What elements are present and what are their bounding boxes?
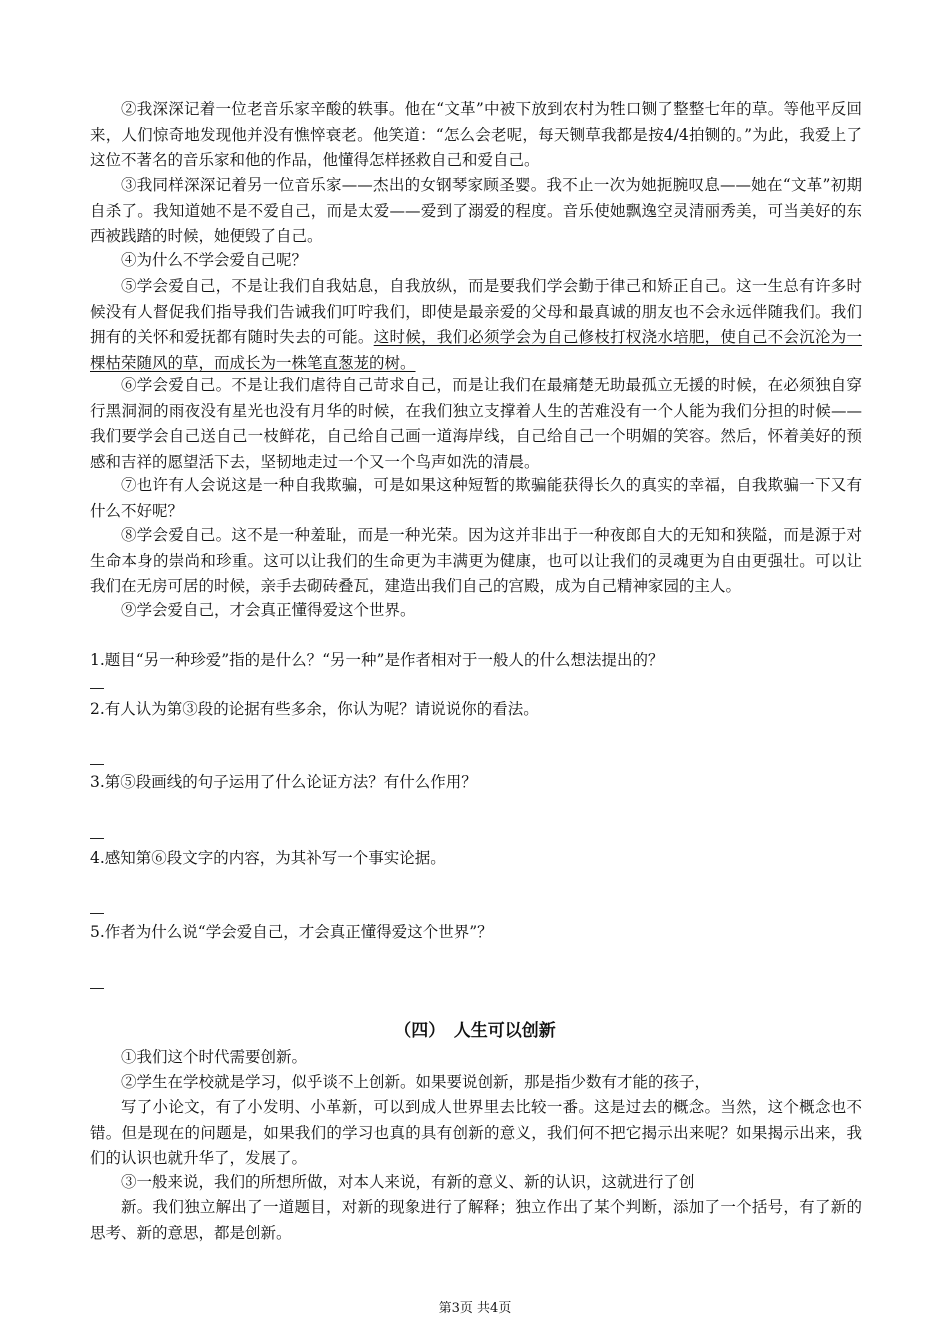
paragraph-9: ⑨学会爱自己，才会真正懂得爱这个世界。 xyxy=(121,601,416,619)
question-5: 5.作者为什么说“学会爱自己，才会真正懂得爱这个世界”？ xyxy=(90,923,493,941)
answer-blank-3[interactable] xyxy=(90,838,104,839)
paragraph-5-text: ⑤学会爱自己，不是让我们自我姑息，自我放纵，而是要我们学会勤于律己和矫正自己。这一生总有许多时候没有人督促我们指导我们告诫我们叮咛我们，即使是最亲爱的父母和最真诚的朋友也不会永远伴随我们。我们拥有的关怀和爱抚都有随时失去的可能。 xyxy=(90,277,862,346)
question-1: 1.题目“另一种珍爱”指的是什么？“另一种”是作者相对于一般人的什么想法提出的？ xyxy=(90,651,664,669)
answer-blank-2[interactable] xyxy=(90,764,104,765)
answer-blank-1[interactable] xyxy=(90,688,104,689)
paragraph-6: ⑥学会爱自己。不是让我们虐待自己苛求自己，而是让我们在最痛楚无助最孤立无援的时候，在必须独自穿行黑洞洞的雨夜没有星光也没有月华的时候，在我们独立支撑着人生的苦难没有一个人能为我们分担的时候——我们要学会自己送自己一枝鲜花，自己给自己画一道海岸线，自己给自己一个明媚的笑容。然后，怀着美好的预感和吉祥的愿望活下去，坚韧地走过一个又一个鸟声如洗的清晨。 xyxy=(90,376,862,471)
section-title: （四） 人生可以创新 xyxy=(394,1021,556,1041)
section4-paragraph-3b: 新。我们独立解出了一道题目，对新的现象进行了解释；独立作出了某个判断，添加了一个括号，有了新的思考、新的意思，都是创新。 xyxy=(90,1198,862,1242)
question-4: 4.感知第⑥段文字的内容，为其补写一个事实论据。 xyxy=(90,849,446,867)
section4-paragraph-3a: ③一般来说，我们的所想所做，对本人来说，有新的意义、新的认识，这就进行了创 xyxy=(121,1173,695,1191)
answer-blank-4[interactable] xyxy=(90,913,104,914)
page-footer: 第3页 共4页 xyxy=(438,1301,512,1316)
answer-blank-5[interactable] xyxy=(90,988,104,989)
question-2: 2.有人认为第③段的论据有些多余，你认为呢？请说说你的看法。 xyxy=(90,700,539,718)
paragraph-2: ②我深深记着一位老音乐家辛酸的轶事。他在“文革”中被下放到农村为牲口铡了整整七年的草。等他平反回来，人们惊奇地发现他并没有憔悴衰老。他笑道：“怎么会老呢，每天铡草我都是按4/4拍铡的。”为此，我爱上了这位不著名的音乐家和他的作品，他懂得怎样拯救自己和爱自己。 xyxy=(90,100,862,169)
underlined-sentence: 这时候，我们必须学会为自己修枝打杈浇水培肥，使自己不会沉沦为一棵枯荣随风的草，而成长为一株笔直葱茏的树。 xyxy=(90,328,862,372)
question-3: 3.第⑤段画线的句子运用了什么论证方法？有什么作用？ xyxy=(90,773,477,791)
section4-paragraph-2a: ②学生在学校就是学习，似乎谈不上创新。如果要说创新，那是指少数有才能的孩子， xyxy=(121,1073,711,1091)
paragraph-4: ④为什么不学会爱自己呢？ xyxy=(121,251,308,269)
section4-paragraph-1: ①我们这个时代需要创新。 xyxy=(121,1048,308,1066)
section4-paragraph-2b: 写了小论文，有了小发明、小革新，可以到成人世界里去比较一番。这是过去的概念。当然，这个概念也不错。但是现在的问题是，如果我们的学习也真的具有创新的意义，我们何不把它揭示出来呢？如果揭示出来，我们的认识也就升华了，发展了。 xyxy=(90,1098,862,1167)
paragraph-5 xyxy=(90,274,862,376)
paragraph-7: ⑦也许有人会说这是一种自我欺骗，可是如果这种短暂的欺骗能获得长久的真实的幸福，自我欺骗一下又有什么不好呢？ xyxy=(90,476,862,520)
paragraph-3: ③我同样深深记着另一位音乐家——杰出的女钢琴家顾圣婴。我不止一次为她扼腕叹息——她在“文革”初期自杀了。我知道她不是不爱自己，而是太爱——爱到了溺爱的程度。音乐使她飘逸空灵清丽秀美，可当美好的东西被践踏的时候，她便毁了自己。 xyxy=(90,176,862,245)
paragraph-8: ⑧学会爱自己。这不是一种羞耻，而是一种光荣。因为这并非出于一种夜郎自大的无知和狭隘，而是源于对生命本身的崇尚和珍重。这可以让我们的生命更为丰满更为健康，也可以让我们的灵魂更为自由更强壮。可以让我们在无房可居的时候，亲手去砌砖叠瓦，建造出我们自己的宫殿，成为自己精神家园的主人。 xyxy=(90,526,862,595)
